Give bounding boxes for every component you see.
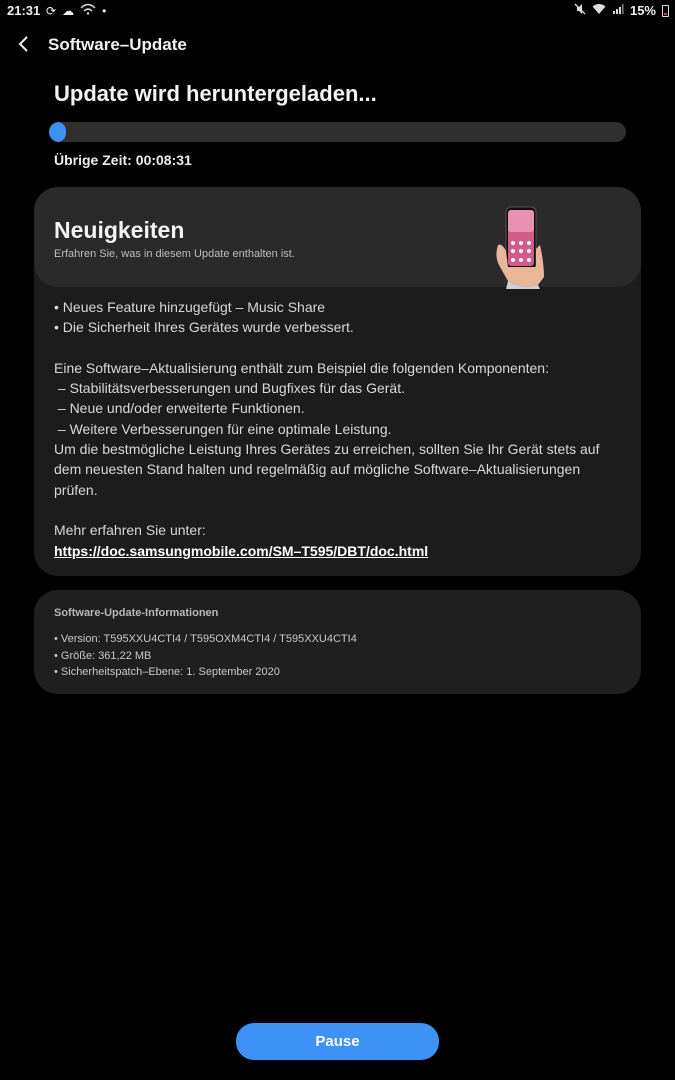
- remaining-time-label: Übrige Zeit:: [54, 152, 132, 168]
- wifi-icon: [592, 3, 606, 18]
- news-body: [54, 297, 624, 561]
- news-line-spacer: [54, 500, 624, 520]
- phone-in-hand-icon: [494, 205, 554, 289]
- chevron-left-icon: [17, 35, 31, 53]
- info-title: Software-Update-Informationen: [54, 607, 219, 619]
- page-title: Software–Update: [48, 35, 187, 54]
- news-title: Neuigkeiten: [54, 217, 185, 243]
- back-button[interactable]: [12, 32, 36, 56]
- remaining-time: [54, 152, 196, 168]
- signal-icon: [612, 3, 624, 18]
- mute-icon: [574, 3, 586, 18]
- news-line: – Neue und/oder erweiterte Funktionen.: [54, 400, 305, 417]
- news-line: Um die bestmögliche Leistung Ihres Gerätes zu erreichen, sollten Sie Ihr Gerät stets auf dem neuesten Stand halten und regelmäßig auf mögliche Software–Aktualisierungen prüfen.: [54, 441, 600, 498]
- dot-icon: •: [102, 3, 107, 18]
- doc-link[interactable]: https://doc.samsungmobile.com/SM–T595/DBT/doc.html: [54, 542, 429, 559]
- info-size: • Größe: 361,22 MB: [54, 649, 152, 662]
- cloud-icon: ☁: [62, 3, 75, 18]
- download-title: Update wird heruntergeladen...: [54, 81, 377, 106]
- news-subtitle: Erfahren Sie, was in diesem Update enthalten ist.: [54, 248, 295, 260]
- download-progress-bar: [49, 122, 626, 142]
- battery-icon: [662, 5, 669, 17]
- news-line: – Stabilitätsverbesserungen und Bugfixes für das Gerät.: [54, 380, 405, 397]
- status-time: 21:31: [7, 3, 41, 18]
- news-card: [34, 187, 641, 576]
- status-left-icons: [46, 3, 106, 18]
- news-line: • Die Sicherheit Ihres Gerätes wurde verbessert.: [54, 319, 354, 336]
- download-progress-fill: [49, 122, 66, 142]
- status-right-icons: [574, 3, 669, 18]
- sync-icon: ⟳: [46, 3, 57, 18]
- news-line: – Weitere Verbesserungen für eine optimale Leistung.: [54, 420, 392, 437]
- pause-button[interactable]: Pause: [236, 1023, 439, 1060]
- wifi-calling-icon: [80, 3, 96, 18]
- info-version: • Version: T595XXU4CTI4 / T595OXM4CTI4 / T595XXU4CTI4: [54, 633, 357, 645]
- battery-percent: 15%: [629, 3, 656, 18]
- info-security-patch: • Sicherheitspatch–Ebene: 1. September 2020: [54, 666, 280, 678]
- remaining-time-value: 00:08:31: [135, 152, 192, 168]
- news-line: Eine Software–Aktualisierung enthält zum Beispiel die folgenden Komponenten:: [54, 359, 549, 376]
- update-info-card: [34, 590, 641, 694]
- news-line: • Neues Feature hinzugefügt – Music Share: [54, 299, 326, 315]
- news-line: Mehr erfahren Sie unter:: [54, 522, 206, 539]
- status-bar: [0, 0, 675, 22]
- news-header: [34, 187, 641, 287]
- news-line-spacer: [54, 338, 624, 358]
- info-list: [54, 631, 357, 681]
- app-bar: [0, 28, 675, 62]
